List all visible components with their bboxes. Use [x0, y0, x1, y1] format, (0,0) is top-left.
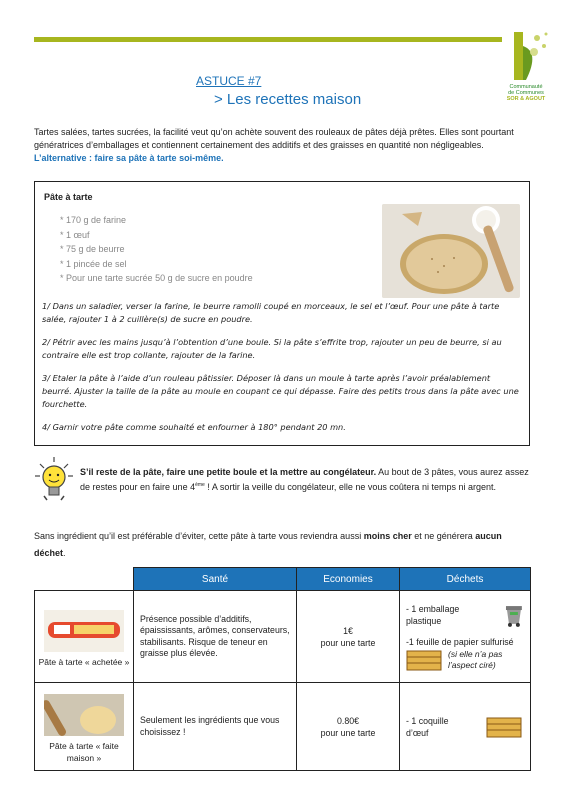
freezer-tip	[80, 466, 534, 494]
table-row	[35, 683, 531, 771]
comparison-table	[34, 567, 531, 771]
header-rule	[34, 37, 502, 42]
recipe-step-3: 3/ Etaler la pâte à l’aide d’un rouleau pâtissier. Déposer là dans un moule à tarte après l’avoir préalablement beurré. Ajuster la taille de la pâte au moule en coupant ce qui dépasse. Faire des petits trous dans la pâte avec une fourchette.	[42, 373, 519, 409]
recipe-title: Pâte à tarte	[44, 192, 93, 202]
waste-note: (si elle n’a pas l’aspect ciré)	[448, 648, 503, 670]
ingredient-item: * 75 g de beurre	[60, 242, 253, 257]
logo-text-3: SOR & AGOUT	[506, 96, 546, 102]
table-header-row	[35, 568, 531, 591]
waste-item: - 1 coquille d’œuf	[406, 715, 449, 738]
conclusion-bold: moins cher	[363, 531, 412, 541]
sante-cell: Présence possible d’additifs, épaississants, arômes, conservateurs, stabilisants. Risque de teneur en graisse plus élevée.	[134, 591, 297, 683]
community-logo	[496, 28, 556, 108]
recipe-step-1: 1/ Dans un saladier, verser la farine, le beurre ramolli coupé en morceaux, le sel et l’œuf. Pour une pâte à tarte salée, rajouter 1 à 2 cuillère(s) de sucre en poudre.	[42, 301, 500, 324]
homemade-dough-image	[44, 694, 124, 736]
wooden-crate-icon	[406, 648, 444, 672]
economies-cell	[297, 591, 400, 683]
tip-text-end: ! A sortir la veille du congélateur, elle ne vous coûtera ni temps ni argent.	[204, 482, 496, 492]
logo-mark-icon	[496, 28, 556, 84]
astuce-title: ASTUCE #7	[196, 74, 262, 88]
ingredient-item: * Pour une tarte sucrée 50 g de sucre en poudre	[60, 271, 253, 286]
price-unit: pour une tarte	[320, 727, 376, 738]
logo-text-2: de Communes	[508, 90, 544, 96]
dechets-cell	[400, 591, 531, 683]
conclusion-text: et ne générera	[411, 531, 476, 541]
store-bought-dough-image	[44, 610, 124, 652]
conclusion-bold: aucun déchet	[34, 531, 502, 558]
intro-paragraph	[34, 126, 534, 165]
table-row	[35, 591, 531, 683]
conclusion-paragraph	[34, 528, 534, 562]
logo-text-1: Communauté	[509, 84, 543, 90]
header-dechets: Déchets	[400, 568, 531, 591]
ingredient-item: * 1 œuf	[60, 228, 253, 243]
table-corner	[35, 568, 134, 591]
wooden-crate-icon	[486, 715, 524, 739]
product-label: Pâte à tarte « achetée »	[38, 656, 130, 667]
intro-text: Tartes salées, tartes sucrées, la facilité veut qu’on achète souvent des rouleaux de pâtes déjà prêtes. Elles sont pourtant génératrices d’emballages et contiennent certainement des additifs et des graisses en quantité non négligeables.	[34, 127, 514, 150]
product-cell	[35, 591, 134, 683]
header-economies: Economies	[297, 568, 400, 591]
recipe-step-4: 4/ Garnir votre pâte comme souhaité et enfourner à 180° pendant 20 mn.	[42, 422, 346, 432]
economies-cell	[297, 683, 400, 771]
intro-highlight: L’alternative : faire sa pâte à tarte soi-même.	[34, 153, 224, 163]
dechets-cell	[400, 683, 531, 771]
tip-sup: ème	[195, 482, 205, 488]
tip-text: Au bout de 3 pâtes, vous aurez assez de restes pour en faire une 4	[80, 467, 529, 492]
ingredient-item: * 1 pincée de sel	[60, 257, 253, 272]
price-unit: pour une tarte	[320, 637, 376, 648]
lightbulb-icon	[34, 456, 74, 502]
price: 0.80€	[336, 715, 359, 726]
waste-item: - 1 emballage plastique	[406, 603, 460, 626]
product-label: Pâte à tarte « faite maison »	[49, 740, 119, 763]
waste-item: -1 feuille de papier sulfurisé	[406, 636, 514, 647]
ingredient-item: * 170 g de farine	[60, 213, 253, 228]
trash-bin-icon	[504, 602, 524, 628]
product-cell	[35, 683, 134, 771]
ingredient-list	[60, 213, 253, 286]
tart-dough-photo	[382, 204, 520, 298]
sante-cell: Seulement les ingrédients que vous choisissez !	[134, 683, 297, 771]
page-subtitle: > Les recettes maison	[214, 91, 362, 108]
price: 1€	[343, 625, 353, 636]
conclusion-text: .	[63, 548, 66, 558]
conclusion-text: Sans ingrédient qu’il est préférable d’éviter, cette pâte à tarte vous reviendra aussi	[34, 531, 364, 541]
tip-bold: S’il reste de la pâte, faire une petite boule et la mettre au congélateur.	[80, 467, 377, 477]
recipe-step-2: 2/ Pétrir avec les mains jusqu’à l’obtention d’une boule. Si la pâte s’effrite trop, rajouter un peu de beurre, si au contraire elle est trop collante, rajouter de la farine.	[42, 337, 502, 360]
header-sante: Santé	[134, 568, 297, 591]
